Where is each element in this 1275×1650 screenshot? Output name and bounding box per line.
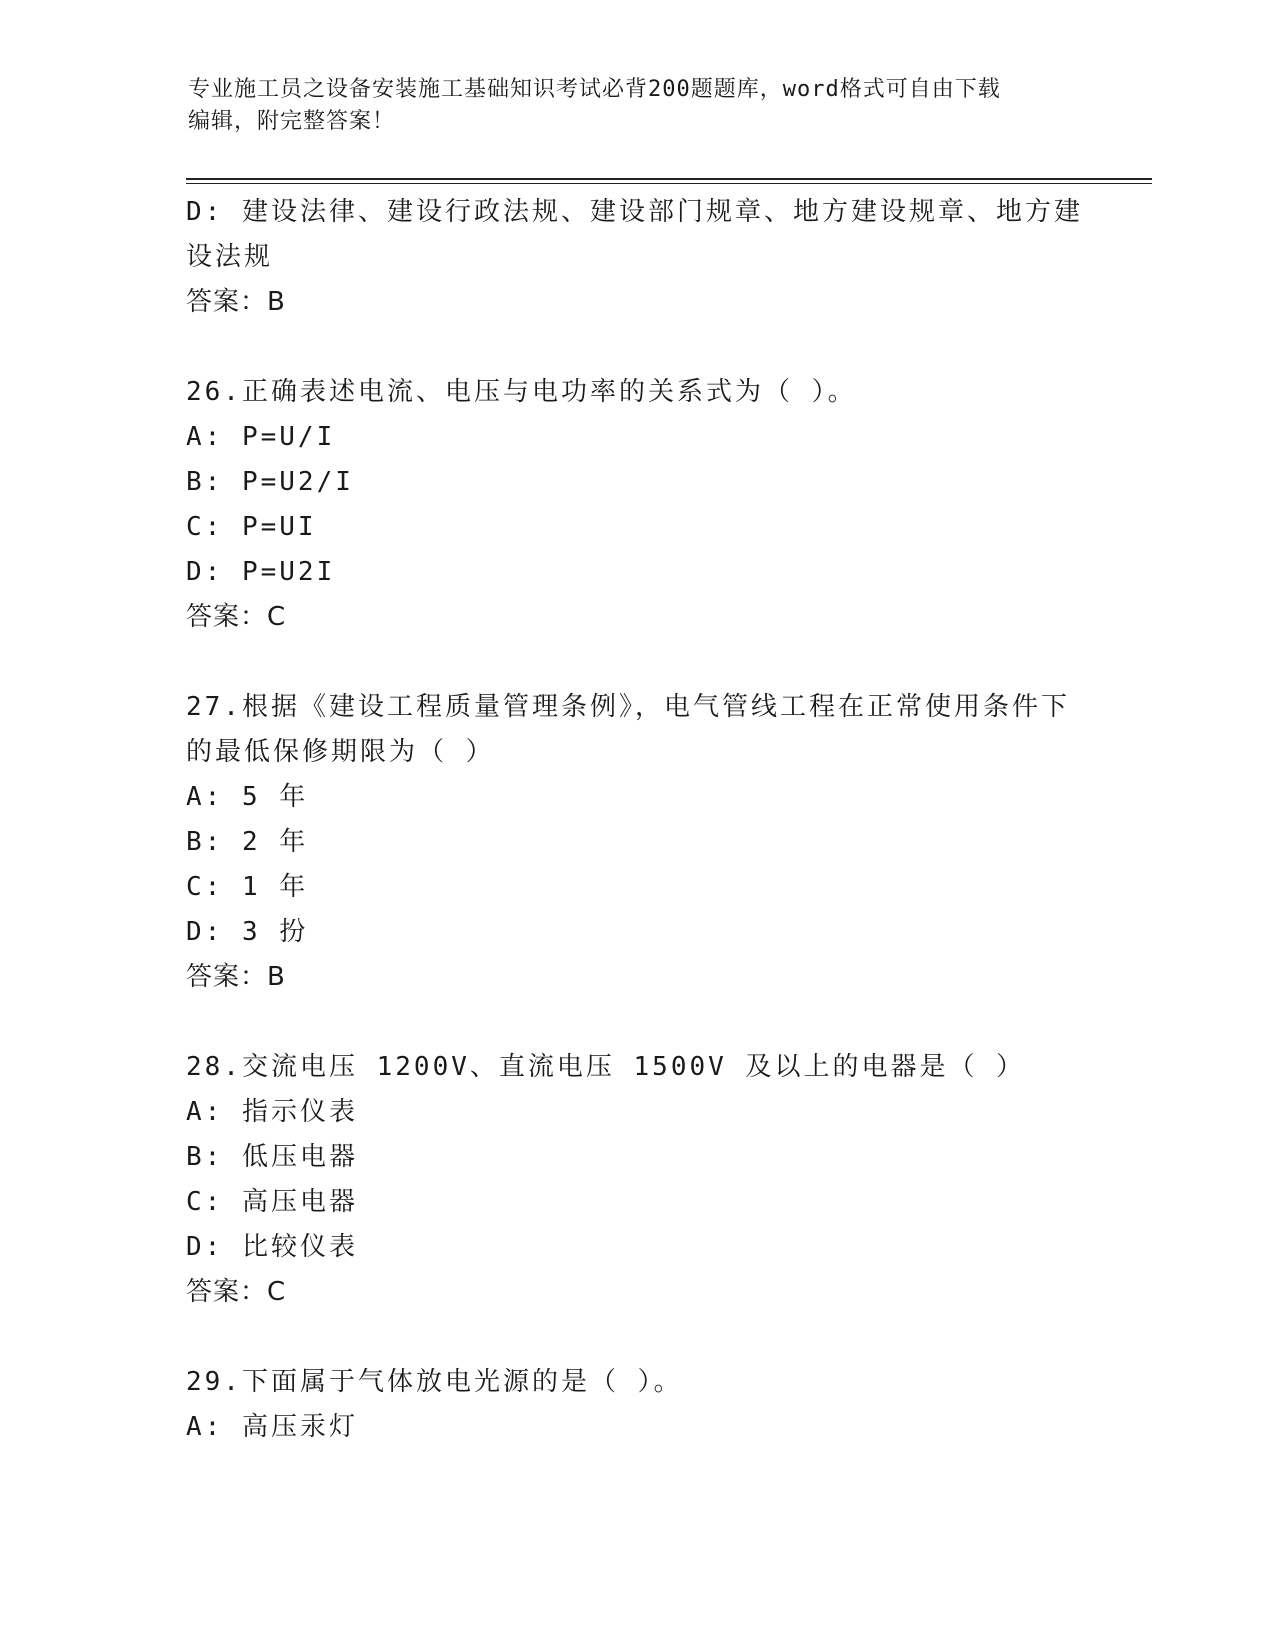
option-c: C: 1 年 — [186, 872, 309, 902]
header-title-line-1: 专业施工员之设备安装施工基础知识考试必背200题题库，word格式可自由下载 — [188, 77, 1001, 102]
question-list — [186, 190, 1086, 1450]
option-b: B: 低压电器 — [186, 1142, 358, 1172]
question-27 — [186, 685, 1086, 1000]
spacer — [186, 325, 1086, 370]
option-c: C: 高压电器 — [186, 1187, 358, 1217]
question-stem: 29.下面属于气体放电光源的是（ ）。 — [186, 1367, 683, 1397]
question-28 — [186, 1045, 1086, 1315]
question-stem: 26.正确表述电流、电压与电功率的关系式为（ ）。 — [186, 377, 857, 407]
document-header — [188, 74, 1068, 138]
option-d-continued: 设法规 — [186, 242, 274, 272]
option-b: B: P=U2/I — [186, 467, 354, 497]
header-divider-thick — [186, 178, 1152, 180]
option-a: A: 高压汞灯 — [186, 1412, 358, 1442]
question-25-tail — [186, 190, 1086, 325]
question-stem: 27.根据《建设工程质量管理条例》，电气管线工程在正常使用条件下 — [186, 692, 1070, 722]
option-d: D: 建设法律、建设行政法规、建设部门规章、地方建设规章、地方建 — [186, 197, 1083, 227]
spacer — [186, 1000, 1086, 1045]
answer-line: 答案：C — [186, 602, 287, 632]
option-a: A: 5 年 — [186, 782, 309, 812]
answer-line: 答案：B — [186, 962, 286, 992]
answer-line: 答案：C — [186, 1277, 287, 1307]
header-divider-thin — [186, 183, 1152, 184]
spacer — [186, 1315, 1086, 1360]
option-d: D: 比较仪表 — [186, 1232, 358, 1262]
answer-line: 答案：B — [186, 287, 286, 317]
question-26 — [186, 370, 1086, 640]
header-title-line-2: 编辑，附完整答案！ — [188, 109, 396, 134]
option-a: A: 指示仪表 — [186, 1097, 358, 1127]
question-stem: 28.交流电压 1200V、直流电压 1500V 及以上的电器是（ ） — [186, 1052, 1026, 1082]
option-b: B: 2 年 — [186, 827, 309, 857]
spacer — [186, 640, 1086, 685]
question-29 — [186, 1360, 1086, 1450]
option-a: A: P=U/I — [186, 422, 336, 452]
option-d: D: P=U2I — [186, 557, 336, 587]
option-d: D: 3 扮 — [186, 917, 309, 947]
question-stem-continued: 的最低保修期限为（ ） — [186, 737, 495, 767]
option-c: C: P=UI — [186, 512, 317, 542]
